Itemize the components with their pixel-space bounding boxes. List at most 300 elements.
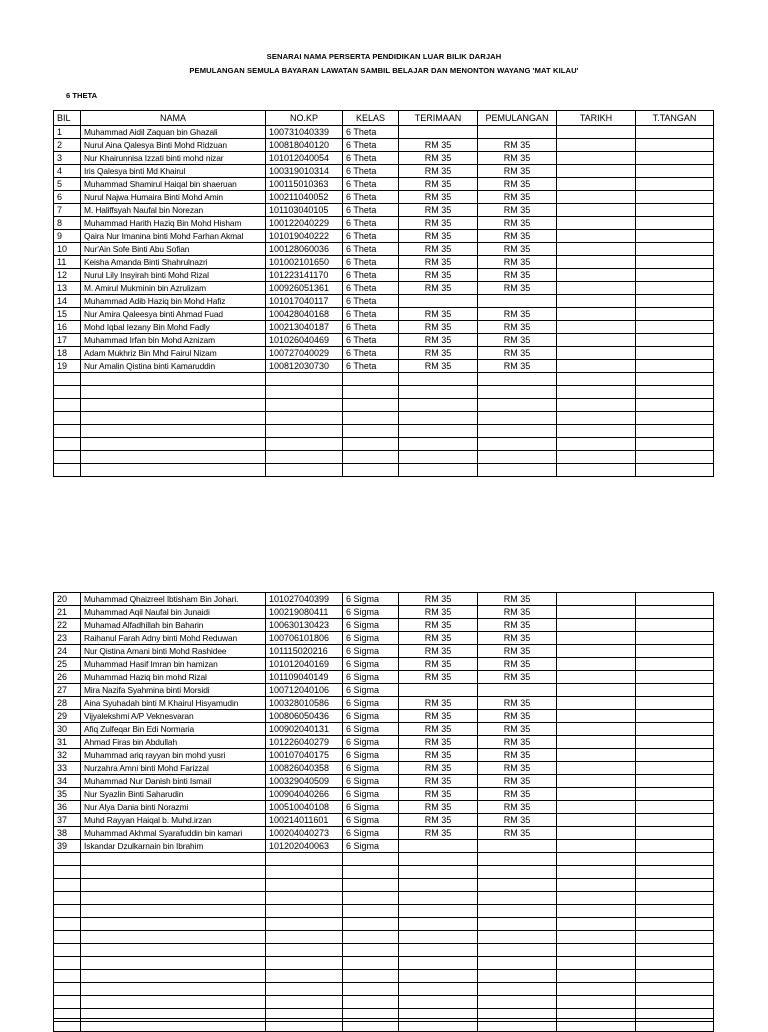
cell-tarikh: [557, 464, 636, 477]
cell-kelas: 6 Sigma: [343, 827, 399, 840]
cell-tarikh: [557, 295, 636, 308]
cell-nama: Nurul Aina Qalesya Binti Mohd Ridzuan: [81, 139, 266, 152]
cell-ttangan: [636, 334, 714, 347]
cell-kelas: 6 Theta: [343, 230, 399, 243]
cell-ttangan: [636, 347, 714, 360]
cell-terimaan: RM 35: [399, 749, 478, 762]
cell-kelas: 6 Sigma: [343, 762, 399, 775]
cell-nokp: 100706101806: [266, 632, 343, 645]
cell-terimaan: [399, 295, 478, 308]
cell-kelas: [343, 996, 399, 1009]
cell-ttangan: [636, 399, 714, 412]
column-header-pemulangan: PEMULANGAN: [478, 111, 557, 126]
cell-kelas: 6 Theta: [343, 295, 399, 308]
cell-kelas: [343, 905, 399, 918]
cell-terimaan: RM 35: [399, 191, 478, 204]
cell-nokp: [266, 438, 343, 451]
cell-tarikh: [557, 269, 636, 282]
cell-pemulangan: RM 35: [478, 256, 557, 269]
cell-terimaan: [399, 892, 478, 905]
cell-bil: [54, 879, 81, 892]
cell-nokp: 101223141170: [266, 269, 343, 282]
cell-terimaan: RM 35: [399, 269, 478, 282]
cell-tarikh: [557, 386, 636, 399]
cell-pemulangan: RM 35: [478, 827, 557, 840]
participant-table-theta: [53, 110, 714, 477]
cell-kelas: [343, 892, 399, 905]
cell-nama: Mohd Iqbal Iezany Bin Mohd Fadly: [81, 321, 266, 334]
table-row: [54, 360, 714, 373]
cell-terimaan: [399, 879, 478, 892]
cell-terimaan: RM 35: [399, 256, 478, 269]
cell-tarikh: [557, 243, 636, 256]
cell-pemulangan: [478, 931, 557, 944]
cell-bil: [54, 438, 81, 451]
cell-nokp: 101226040279: [266, 736, 343, 749]
cell-kelas: [343, 438, 399, 451]
cell-bil: [54, 1019, 81, 1032]
cell-nama: Adam Mukhriz Bin Mhd Fairul Nizam: [81, 347, 266, 360]
cell-bil: 26: [54, 671, 81, 684]
cell-kelas: 6 Theta: [343, 334, 399, 347]
cell-ttangan: [636, 983, 714, 996]
cell-terimaan: RM 35: [399, 243, 478, 256]
cell-tarikh: [557, 723, 636, 736]
empty-table-row: [54, 931, 714, 944]
cell-terimaan: RM 35: [399, 723, 478, 736]
cell-terimaan: [399, 996, 478, 1009]
cell-ttangan: [636, 684, 714, 697]
cell-nokp: [266, 944, 343, 957]
cell-pemulangan: [478, 399, 557, 412]
cell-pemulangan: RM 35: [478, 269, 557, 282]
cell-bil: [54, 957, 81, 970]
cell-nama: M. Haliffsyah Naufal bin Norezan: [81, 204, 266, 217]
cell-tarikh: [557, 827, 636, 840]
cell-bil: [54, 944, 81, 957]
cell-bil: 9: [54, 230, 81, 243]
table-row: [54, 243, 714, 256]
cell-bil: 36: [54, 801, 81, 814]
cell-kelas: 6 Theta: [343, 321, 399, 334]
cell-nama: Afiq Zulfeqar Bin Edi Normaria: [81, 723, 266, 736]
cell-pemulangan: RM 35: [478, 191, 557, 204]
cell-bil: 1: [54, 126, 81, 139]
cell-nokp: [266, 386, 343, 399]
cell-pemulangan: RM 35: [478, 230, 557, 243]
cell-nokp: [266, 425, 343, 438]
cell-bil: 22: [54, 619, 81, 632]
cell-tarikh: [557, 152, 636, 165]
cell-terimaan: [399, 451, 478, 464]
cell-ttangan: [636, 658, 714, 671]
cell-kelas: [343, 373, 399, 386]
table-row: [54, 191, 714, 204]
cell-tarikh: [557, 671, 636, 684]
cell-nokp: [266, 879, 343, 892]
cell-pemulangan: RM 35: [478, 658, 557, 671]
cell-ttangan: [636, 762, 714, 775]
cell-nokp: 100510040108: [266, 801, 343, 814]
cell-kelas: 6 Sigma: [343, 671, 399, 684]
cell-nokp: 100328010586: [266, 697, 343, 710]
cell-nama: [81, 1019, 266, 1032]
cell-nama: Muhammad Nur Danish binti Ismail: [81, 775, 266, 788]
cell-bil: [54, 412, 81, 425]
cell-nokp: 100319010314: [266, 165, 343, 178]
cell-ttangan: [636, 801, 714, 814]
cell-nama: Nurul Najwa Humaira Binti Mohd Amin: [81, 191, 266, 204]
cell-nama: [81, 905, 266, 918]
cell-bil: 10: [54, 243, 81, 256]
cell-nama: Vijyalekshmi A/P Veknesvaran: [81, 710, 266, 723]
cell-terimaan: RM 35: [399, 321, 478, 334]
table-row: [54, 230, 714, 243]
cell-pemulangan: [478, 944, 557, 957]
cell-ttangan: [636, 632, 714, 645]
cell-nama: Muhamad Alfadhillah bin Baharin: [81, 619, 266, 632]
cell-terimaan: RM 35: [399, 827, 478, 840]
cell-terimaan: [399, 399, 478, 412]
cell-kelas: 6 Theta: [343, 347, 399, 360]
cell-nama: [81, 866, 266, 879]
document-title: SENARAI NAMA PERSERTA PENDIDIKAN LUAR BILIK DARJAH: [266, 52, 502, 61]
cell-kelas: 6 Theta: [343, 178, 399, 191]
table-row: [54, 736, 714, 749]
participant-table-continued: [53, 1018, 714, 1032]
cell-nama: Muhammad Akhmal Syarafuddin bin kamari: [81, 827, 266, 840]
table-row: [54, 762, 714, 775]
cell-nama: [81, 373, 266, 386]
cell-tarikh: [557, 412, 636, 425]
cell-ttangan: [636, 996, 714, 1009]
cell-tarikh: [557, 645, 636, 658]
cell-nokp: 100122040229: [266, 217, 343, 230]
cell-ttangan: [636, 788, 714, 801]
cell-bil: 31: [54, 736, 81, 749]
table-row: [54, 619, 714, 632]
cell-pemulangan: RM 35: [478, 736, 557, 749]
cell-nama: [81, 425, 266, 438]
cell-nokp: 101017040117: [266, 295, 343, 308]
cell-bil: [54, 399, 81, 412]
cell-kelas: 6 Theta: [343, 191, 399, 204]
table-row: [54, 723, 714, 736]
cell-nokp: 100904040266: [266, 788, 343, 801]
cell-nokp: [266, 866, 343, 879]
cell-pemulangan: [478, 840, 557, 853]
cell-tarikh: [557, 957, 636, 970]
cell-ttangan: [636, 944, 714, 957]
table-row: [54, 321, 714, 334]
cell-pemulangan: RM 35: [478, 632, 557, 645]
cell-nama: [81, 944, 266, 957]
cell-ttangan: [636, 671, 714, 684]
cell-ttangan: [636, 606, 714, 619]
cell-bil: 35: [54, 788, 81, 801]
cell-ttangan: [636, 165, 714, 178]
cell-kelas: 6 Sigma: [343, 710, 399, 723]
cell-terimaan: [399, 957, 478, 970]
cell-ttangan: [636, 152, 714, 165]
cell-ttangan: [636, 139, 714, 152]
cell-terimaan: [399, 1019, 478, 1032]
cell-nama: [81, 996, 266, 1009]
table-header-row: [54, 111, 714, 126]
cell-nama: [81, 892, 266, 905]
cell-tarikh: [557, 697, 636, 710]
cell-terimaan: [399, 866, 478, 879]
cell-tarikh: [557, 606, 636, 619]
cell-pemulangan: [478, 957, 557, 970]
cell-nama: Muhammad Adib Haziq bin Mohd Hafiz: [81, 295, 266, 308]
cell-pemulangan: [478, 451, 557, 464]
empty-table-row: [54, 425, 714, 438]
cell-nokp: 100727040029: [266, 347, 343, 360]
table-row: [54, 204, 714, 217]
cell-bil: 11: [54, 256, 81, 269]
cell-kelas: 6 Theta: [343, 282, 399, 295]
cell-nokp: [266, 892, 343, 905]
cell-pemulangan: RM 35: [478, 152, 557, 165]
cell-terimaan: RM 35: [399, 801, 478, 814]
cell-tarikh: [557, 165, 636, 178]
cell-nama: Nur'Ain Sofe Binti Abu Sofian: [81, 243, 266, 256]
cell-kelas: 6 Theta: [343, 217, 399, 230]
cell-nama: [81, 451, 266, 464]
cell-pemulangan: RM 35: [478, 619, 557, 632]
cell-nokp: 100213040187: [266, 321, 343, 334]
cell-bil: 8: [54, 217, 81, 230]
table-row: [54, 840, 714, 853]
cell-kelas: 6 Sigma: [343, 593, 399, 606]
cell-terimaan: RM 35: [399, 788, 478, 801]
cell-nokp: 100428040168: [266, 308, 343, 321]
cell-kelas: 6 Theta: [343, 165, 399, 178]
cell-pemulangan: RM 35: [478, 178, 557, 191]
cell-bil: 21: [54, 606, 81, 619]
cell-kelas: 6 Sigma: [343, 723, 399, 736]
cell-nama: [81, 386, 266, 399]
cell-nama: [81, 438, 266, 451]
table-row: [54, 178, 714, 191]
cell-nama: Nur Syazlin Binti Saharudin: [81, 788, 266, 801]
cell-terimaan: [399, 840, 478, 853]
cell-terimaan: [399, 425, 478, 438]
cell-nama: [81, 918, 266, 931]
cell-ttangan: [636, 412, 714, 425]
cell-pemulangan: [478, 853, 557, 866]
cell-ttangan: [636, 775, 714, 788]
cell-kelas: [343, 386, 399, 399]
cell-ttangan: [636, 308, 714, 321]
table-body: [54, 593, 714, 1022]
cell-kelas: 6 Theta: [343, 308, 399, 321]
cell-pemulangan: RM 35: [478, 308, 557, 321]
cell-pemulangan: RM 35: [478, 762, 557, 775]
cell-nokp: 101027040399: [266, 593, 343, 606]
cell-pemulangan: [478, 412, 557, 425]
cell-nokp: 101019040222: [266, 230, 343, 243]
cell-tarikh: [557, 619, 636, 632]
cell-pemulangan: [478, 464, 557, 477]
cell-tarikh: [557, 866, 636, 879]
cell-nokp: [266, 983, 343, 996]
table-row: [54, 217, 714, 230]
cell-kelas: 6 Sigma: [343, 645, 399, 658]
cell-pemulangan: [478, 438, 557, 451]
cell-nokp: 100902040131: [266, 723, 343, 736]
cell-ttangan: [636, 593, 714, 606]
cell-kelas: 6 Sigma: [343, 736, 399, 749]
cell-terimaan: RM 35: [399, 632, 478, 645]
cell-terimaan: RM 35: [399, 347, 478, 360]
cell-bil: [54, 853, 81, 866]
cell-kelas: [343, 918, 399, 931]
cell-terimaan: RM 35: [399, 762, 478, 775]
cell-tarikh: [557, 931, 636, 944]
cell-pemulangan: [478, 1019, 557, 1032]
participant-table-sigma: [53, 592, 714, 1022]
cell-tarikh: [557, 775, 636, 788]
cell-bil: [54, 996, 81, 1009]
table-row: [54, 139, 714, 152]
cell-ttangan: [636, 295, 714, 308]
cell-terimaan: [399, 918, 478, 931]
cell-terimaan: [399, 373, 478, 386]
cell-terimaan: RM 35: [399, 671, 478, 684]
cell-pemulangan: RM 35: [478, 814, 557, 827]
cell-tarikh: [557, 282, 636, 295]
cell-terimaan: RM 35: [399, 814, 478, 827]
cell-nama: Muhammad Qhaizreel Ibtisham Bin Johari.: [81, 593, 266, 606]
cell-terimaan: [399, 931, 478, 944]
cell-bil: 19: [54, 360, 81, 373]
cell-ttangan: [636, 126, 714, 139]
cell-pemulangan: RM 35: [478, 671, 557, 684]
cell-nokp: 101002101650: [266, 256, 343, 269]
table-body: [54, 1019, 714, 1032]
cell-pemulangan: RM 35: [478, 697, 557, 710]
cell-kelas: 6 Sigma: [343, 619, 399, 632]
cell-terimaan: RM 35: [399, 593, 478, 606]
cell-nokp: 100204040273: [266, 827, 343, 840]
cell-ttangan: [636, 853, 714, 866]
cell-tarikh: [557, 736, 636, 749]
cell-nokp: 101103040105: [266, 204, 343, 217]
cell-tarikh: [557, 996, 636, 1009]
cell-kelas: 6 Theta: [343, 139, 399, 152]
table-row: [54, 334, 714, 347]
cell-bil: 25: [54, 658, 81, 671]
cell-ttangan: [636, 645, 714, 658]
cell-nama: Nur Amira Qaleesya binti Ahmad Fuad: [81, 308, 266, 321]
cell-nama: Mira Nazifa Syahmina binti Morsidi: [81, 684, 266, 697]
table-row: [54, 775, 714, 788]
cell-nokp: 100107040175: [266, 749, 343, 762]
empty-table-row: [54, 451, 714, 464]
cell-bil: 18: [54, 347, 81, 360]
cell-bil: 16: [54, 321, 81, 334]
cell-pemulangan: [478, 892, 557, 905]
cell-tarikh: [557, 256, 636, 269]
cell-kelas: 6 Theta: [343, 269, 399, 282]
cell-nokp: 100812030730: [266, 360, 343, 373]
cell-nama: Nur Qistina Amani binti Mohd Rashidee: [81, 645, 266, 658]
cell-tarikh: [557, 126, 636, 139]
cell-ttangan: [636, 243, 714, 256]
cell-ttangan: [636, 1019, 714, 1032]
cell-ttangan: [636, 970, 714, 983]
cell-pemulangan: RM 35: [478, 801, 557, 814]
cell-ttangan: [636, 217, 714, 230]
cell-pemulangan: [478, 425, 557, 438]
cell-terimaan: RM 35: [399, 230, 478, 243]
cell-ttangan: [636, 178, 714, 191]
cell-kelas: [343, 983, 399, 996]
table-row: [54, 152, 714, 165]
cell-kelas: 6 Theta: [343, 152, 399, 165]
cell-nokp: [266, 918, 343, 931]
table-row: [54, 269, 714, 282]
cell-nama: Muhammad Haziq bin mohd Rizal: [81, 671, 266, 684]
cell-nokp: 100818040120: [266, 139, 343, 152]
table-body: [54, 126, 714, 477]
cell-nokp: 101202040063: [266, 840, 343, 853]
cell-pemulangan: RM 35: [478, 165, 557, 178]
cell-bil: 38: [54, 827, 81, 840]
cell-tarikh: [557, 438, 636, 451]
cell-kelas: [343, 957, 399, 970]
cell-bil: 27: [54, 684, 81, 697]
column-header-bil: BIL: [54, 111, 81, 126]
empty-table-row: [54, 399, 714, 412]
cell-tarikh: [557, 451, 636, 464]
cell-pemulangan: RM 35: [478, 788, 557, 801]
table-row: [54, 801, 714, 814]
cell-tarikh: [557, 139, 636, 152]
cell-nokp: [266, 399, 343, 412]
cell-ttangan: [636, 204, 714, 217]
cell-nama: [81, 931, 266, 944]
cell-terimaan: RM 35: [399, 645, 478, 658]
cell-kelas: 6 Sigma: [343, 632, 399, 645]
cell-tarikh: [557, 684, 636, 697]
cell-nama: Muhammad Harith Haziq Bin Mohd Hisham: [81, 217, 266, 230]
table-row: [54, 282, 714, 295]
cell-bil: 24: [54, 645, 81, 658]
cell-nokp: 101012040054: [266, 152, 343, 165]
cell-ttangan: [636, 892, 714, 905]
cell-ttangan: [636, 282, 714, 295]
cell-bil: 6: [54, 191, 81, 204]
cell-pemulangan: RM 35: [478, 775, 557, 788]
cell-nama: Muhammad Aqil Naufal bin Junaidi: [81, 606, 266, 619]
cell-pemulangan: [478, 373, 557, 386]
cell-tarikh: [557, 321, 636, 334]
cell-bil: 4: [54, 165, 81, 178]
cell-nama: Iskandar Dzulkarnain bin Ibrahim: [81, 840, 266, 853]
cell-bil: 23: [54, 632, 81, 645]
cell-ttangan: [636, 191, 714, 204]
cell-kelas: [343, 451, 399, 464]
column-header-ttangan: T.TANGAN: [636, 111, 714, 126]
cell-terimaan: [399, 464, 478, 477]
cell-kelas: 6 Sigma: [343, 775, 399, 788]
cell-terimaan: RM 35: [399, 619, 478, 632]
cell-terimaan: [399, 905, 478, 918]
cell-bil: 15: [54, 308, 81, 321]
